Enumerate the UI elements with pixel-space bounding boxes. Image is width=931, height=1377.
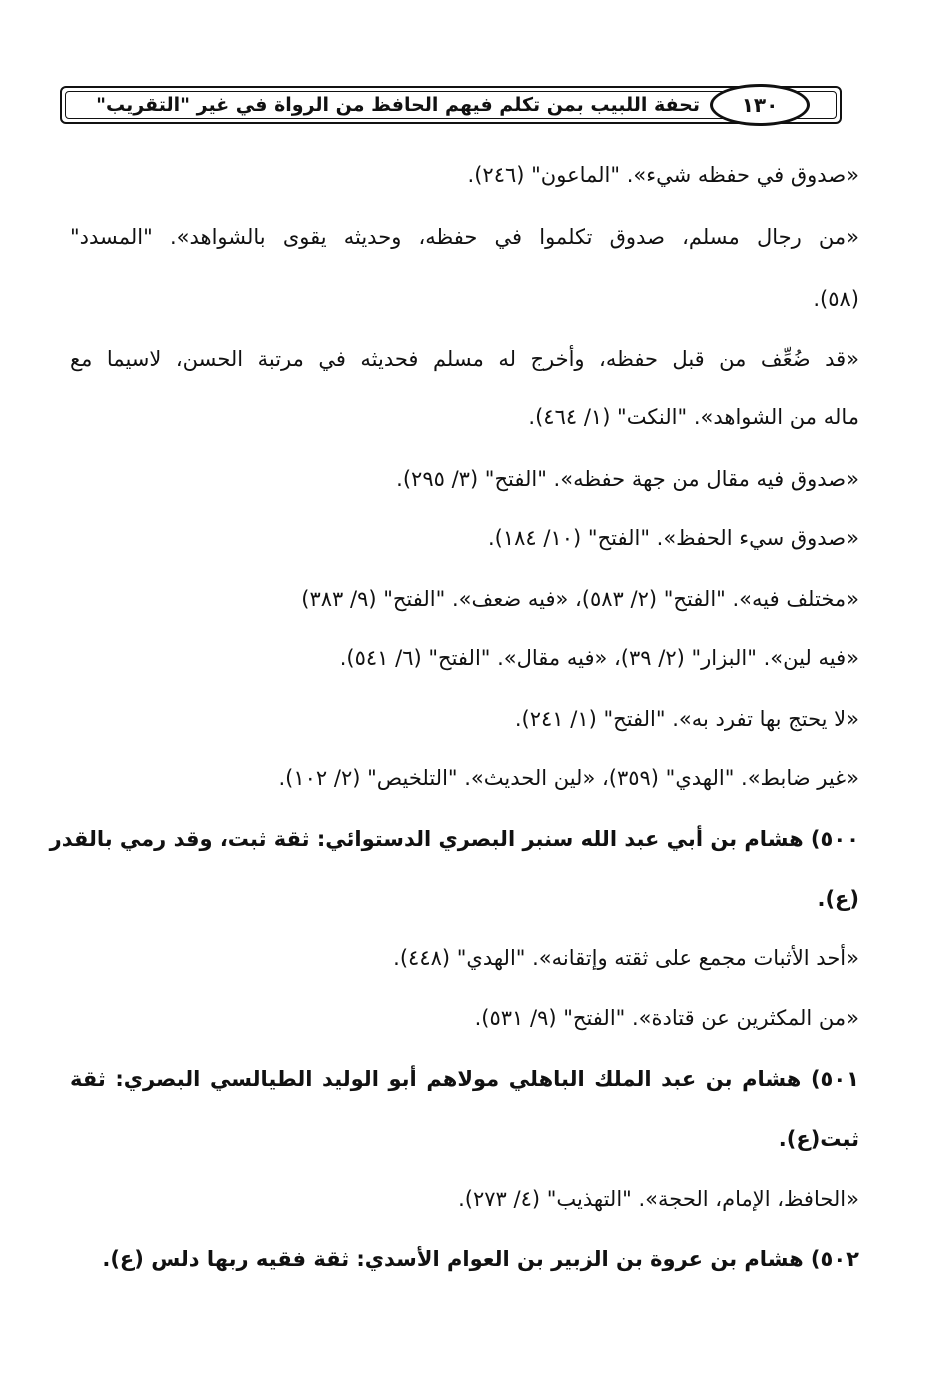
- entry-heading: ٥٠٠) هشام بن أبي عبد الله سنبر البصري الدستوائي: ثقة ثبت، وقد رمي بالقدر: [49, 827, 859, 851]
- text-line: «الحافظ، الإمام، الحجة». "التهذيب" (٤/ ٢٧٣).: [458, 1187, 859, 1211]
- entry-heading: ٥٠١) هشام بن عبد الملك الباهلي مولاهم أبو الوليد الطيالسي البصري: ثقة: [70, 1067, 859, 1091]
- header-title: تحفة اللبيب بمن تكلم فيهم الحافظ من الرواة في غير "التقريب": [96, 94, 700, 116]
- text-line: «لا يحتج بها تفرد به». "الفتح" (١/ ٢٤١).: [514, 707, 859, 731]
- text-line: «غير ضابط». "الهدي" (٣٥٩)، «لين الحديث». "التلخيص" (٢/ ١٠٢).: [278, 766, 859, 790]
- entry-heading: ٥٠٢) هشام بن عروة بن الزبير بن العوام الأسدي: ثقة فقيه ربها دلس (ع).: [102, 1247, 859, 1271]
- text-line: «صدوق في حفظه شيء». "الماعون" (٢٤٦).: [467, 163, 859, 187]
- text-line: «أحد الأثبات مجمع على ثقته وإتقانه». "الهدي" (٤٤٨).: [393, 946, 859, 970]
- text-line: «فيه لين». "البزار" (٢/ ٣٩)، «فيه مقال». "الفتح" (٦/ ٥٤١).: [339, 646, 859, 670]
- text-line: (٥٨).: [813, 287, 859, 311]
- entry-heading: (ع).: [817, 887, 859, 911]
- running-header: [60, 86, 842, 124]
- entry-heading: ثبت(ع).: [778, 1127, 859, 1151]
- text-line: «صدوق فيه مقال من جهة حفظه». "الفتح" (٣/ ٢٩٥).: [396, 467, 859, 491]
- text-line: «مختلف فيه». "الفتح" (٢/ ٥٨٣)، «فيه ضعف». "الفتح" (٩/ ٣٨٣): [301, 587, 859, 611]
- text-line: «قد ضُعِّف من قبل حفظه، وأخرج له مسلم فحديثه في مرتبة الحسن، لاسيما مع: [70, 347, 859, 371]
- text-line: «من المكثرين عن قتادة». "الفتح" (٩/ ٥٣١).: [474, 1006, 859, 1030]
- page-number: ١٣٠: [710, 84, 810, 126]
- text-line: «من رجال مسلم، صدوق تكلموا في حفظه، وحديثه يقوى بالشواهد». "المسدد": [70, 225, 859, 249]
- text-line: «صدوق سيء الحفظ». "الفتح" (١٠/ ١٨٤).: [488, 526, 859, 550]
- text-line: ماله من الشواهد». "النكت" (١/ ٤٦٤).: [528, 405, 859, 429]
